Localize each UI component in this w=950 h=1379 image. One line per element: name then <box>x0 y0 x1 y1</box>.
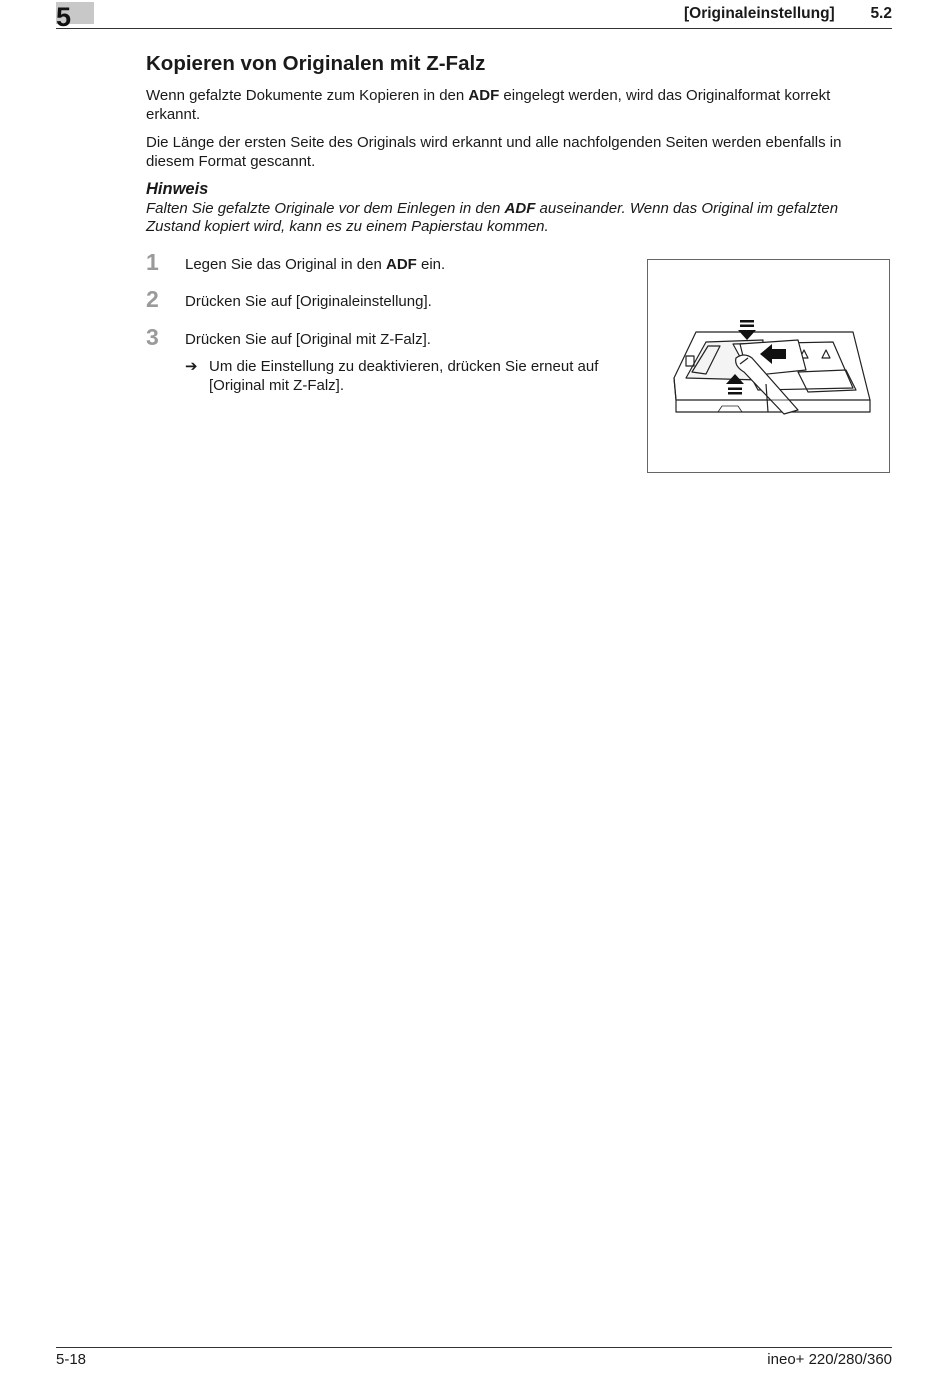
intro-text-before: Wenn gefalzte Dokumente zum Kopieren in den <box>146 87 469 104</box>
chapter-number: 5 <box>56 2 72 32</box>
note-text-after: auseinander. Wenn das Original im gefalzten Zustand kopiert wird, kann es zu einem Papierstau kommen. <box>146 200 839 235</box>
intro-paragraph <box>146 86 881 124</box>
header-section-title: [Originaleinstellung] <box>684 5 835 22</box>
page-title: Kopieren von Originalen mit Z-Falz <box>146 52 486 75</box>
arrow-right-icon: ➔ <box>185 358 198 375</box>
intro-text-after: eingelegt werden, wird das Originalformat korrekt erkannt. <box>146 87 831 123</box>
step-1-text-after: ein. <box>416 256 446 273</box>
detail-paragraph: Die Länge der ersten Seite des Originals wird erkannt und alle nachfolgenden Seiten werden ebenfalls in diesem Format gescannt. <box>146 134 842 170</box>
note-title: Hinweis <box>146 180 209 198</box>
step-1-text <box>185 255 445 274</box>
page-number: 5-18 <box>56 1351 87 1368</box>
step-1-number: 1 <box>146 249 159 275</box>
intro-adf-term: ADF <box>468 87 500 104</box>
adf-illustration <box>647 259 890 473</box>
step-2-text: Drücken Sie auf [Originaleinstellung]. <box>185 293 432 310</box>
step-2-number: 2 <box>146 286 159 312</box>
header-section-number: 5.2 <box>870 5 892 22</box>
footer-divider <box>56 1347 892 1348</box>
header-divider <box>56 28 892 29</box>
note-adf-term: ADF <box>504 200 536 217</box>
step-3-number: 3 <box>146 324 159 350</box>
adf-loading-drawing <box>648 260 891 474</box>
step-1-text-before: Legen Sie das Original in den <box>185 256 386 273</box>
note-text <box>146 200 881 236</box>
note-text-before: Falten Sie gefalzte Originale vor dem Einlegen in den <box>146 200 505 217</box>
substep-text: Um die Einstellung zu deaktivieren, drücken Sie erneut auf [Original mit Z-Falz]. <box>209 358 599 394</box>
product-name: ineo+ 220/280/360 <box>767 1351 892 1368</box>
step-3-text: Drücken Sie auf [Original mit Z-Falz]. <box>185 331 431 348</box>
step-1-adf-term: ADF <box>385 256 417 273</box>
